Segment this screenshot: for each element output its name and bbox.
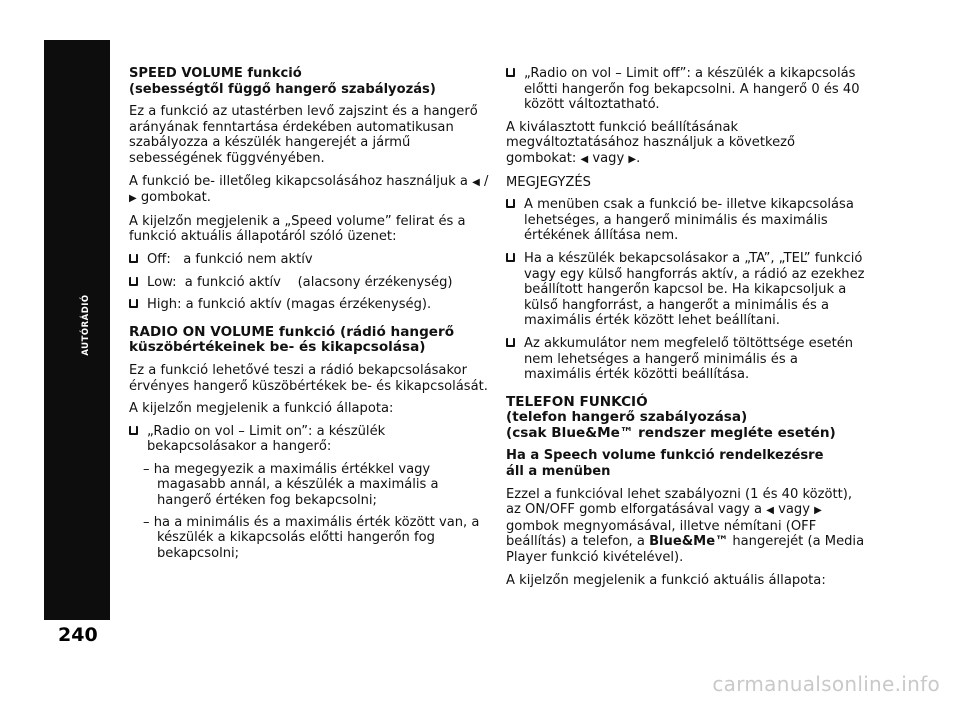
right-column (506, 66, 866, 595)
list-item: High: a funkció aktív (magas érzékenység). (129, 297, 497, 313)
page-number: 240 (58, 624, 98, 646)
telefon-heading: TELEFON FUNKCIÓ (telefon hangerő szabályozása) (csak Blue&Me™ rendszer megléte esetén) (506, 393, 836, 441)
list-item: „Radio on vol – Limit on”: a készülék bekapcsolásakor a hangerő: (129, 424, 497, 455)
checkbox-bullet-icon (129, 426, 138, 435)
paragraph: A kijelzőn megjelenik a funkció állapota: (129, 401, 394, 417)
right-arrow-icon: ▶ (129, 193, 137, 205)
list-item: Az akkumulátor nem megfelelő töltöttsége esetén nem lehetséges a hangerő minimális és a maximális érték közötti beállítása. (506, 336, 866, 383)
checkbox-bullet-icon (129, 277, 138, 286)
list-item: Ha a készülék bekapcsolásakor a „TA”, „TEL” funkció vagy egy külső hangforrás aktív, a rádió az ezekhez beállított hangerőn kapcsol be. Ha kikapcsoljuk a külső hangforrást, a hangerőt a minimális és a maximális érték között lehet beállítani. (506, 251, 866, 329)
checkbox-bullet-icon (129, 299, 138, 308)
radio-on-volume-heading: RADIO ON VOLUME funkció (rádió hangerő küszöbértékeinek be- és kikapcsolása) (129, 323, 455, 356)
sidebar-tab (44, 40, 110, 620)
paragraph: A kiválasztott funkció beállításának megváltoztatásához használjuk a következő gombokat: ◀ vagy ▶. (506, 119, 796, 166)
right-arrow-icon: ▶ (628, 153, 637, 165)
paragraph: Ez a funkció az utastérben levő zajszint és a hangerő arányának fenntartása érdekében automatikusan szabályozza a készülék hangerejét a jármű sebességének függvényében. (129, 104, 478, 166)
checkbox-bullet-icon (506, 338, 515, 347)
right-arrow-icon: ▶ (814, 505, 822, 517)
speech-volume-heading: Ha a Speech volume funkció rendelkezésre áll a menüben (506, 448, 824, 480)
sub-item: – ha a minimális és a maximális érték között van, a készülék a kikapcsolás előtti hangerőn fog bekapcsolni; (143, 514, 480, 561)
checkbox-bullet-icon (129, 254, 138, 263)
paragraph: A kijelzőn megjelenik a „Speed volume” felirat és a funkció aktuális állapotáról szóló üzenet: (129, 213, 466, 245)
section-label: AUTÓRÁDIÓ (81, 294, 91, 356)
paragraph: A funkció be- illetőleg kikapcsolásához használjuk a ◀ / ▶ gombokat. (129, 173, 489, 206)
left-arrow-icon: ◀ (472, 176, 480, 188)
list-item: Off: a funkció nem aktív (129, 252, 497, 268)
left-arrow-icon: ◀ (580, 153, 589, 165)
left-column (129, 66, 497, 567)
note-heading: MEGJEGYZÉS (506, 174, 591, 190)
left-arrow-icon: ◀ (766, 505, 774, 517)
paragraph: A kijelzőn megjelenik a funkció aktuális állapota: (506, 572, 826, 588)
sub-item: – ha megegyezik a maximális értékkel vagy magasabb annál, a készülék a maximális a hangerő értéken fog bekapcsolni; (143, 461, 439, 509)
checkbox-bullet-icon (506, 253, 515, 262)
paragraph: Ez a funkció lehetővé teszi a rádió bekapcsolásakor érvényes hangerő küszöbértékek be- és kikapcsolását. (129, 362, 488, 394)
paragraph: Ezzel a funkcióval lehet szabályozni (1 és 40 között), az ON/OFF gomb elforgatásával vagy a ◀ vagy ▶ gombok megnyomásával, illetve némítani (OFF beállítás) a telefon, a Blue&Me™ hangerejét (a Media Player funkció kivételével). (506, 486, 865, 566)
list-item: A menüben csak a funkció be- illetve kikapcsolása lehetséges, a hangerő minimális és maximális értékének állítása nem. (506, 197, 866, 244)
list-item: Low: a funkció aktív (alacsony érzékenység) (129, 275, 497, 291)
speed-volume-heading: SPEED VOLUME funkció (sebességtől függő hangerő szabályozás) (129, 66, 436, 97)
checkbox-bullet-icon (506, 68, 515, 77)
list-item: „Radio on vol – Limit off”: a készülék a kikapcsolás előtti hangerőn fog bekapcsolni. A hangerő 0 és 40 között változtatható. (506, 66, 866, 113)
checkbox-bullet-icon (506, 199, 515, 208)
watermark: carmanualsonline.info (712, 672, 940, 696)
